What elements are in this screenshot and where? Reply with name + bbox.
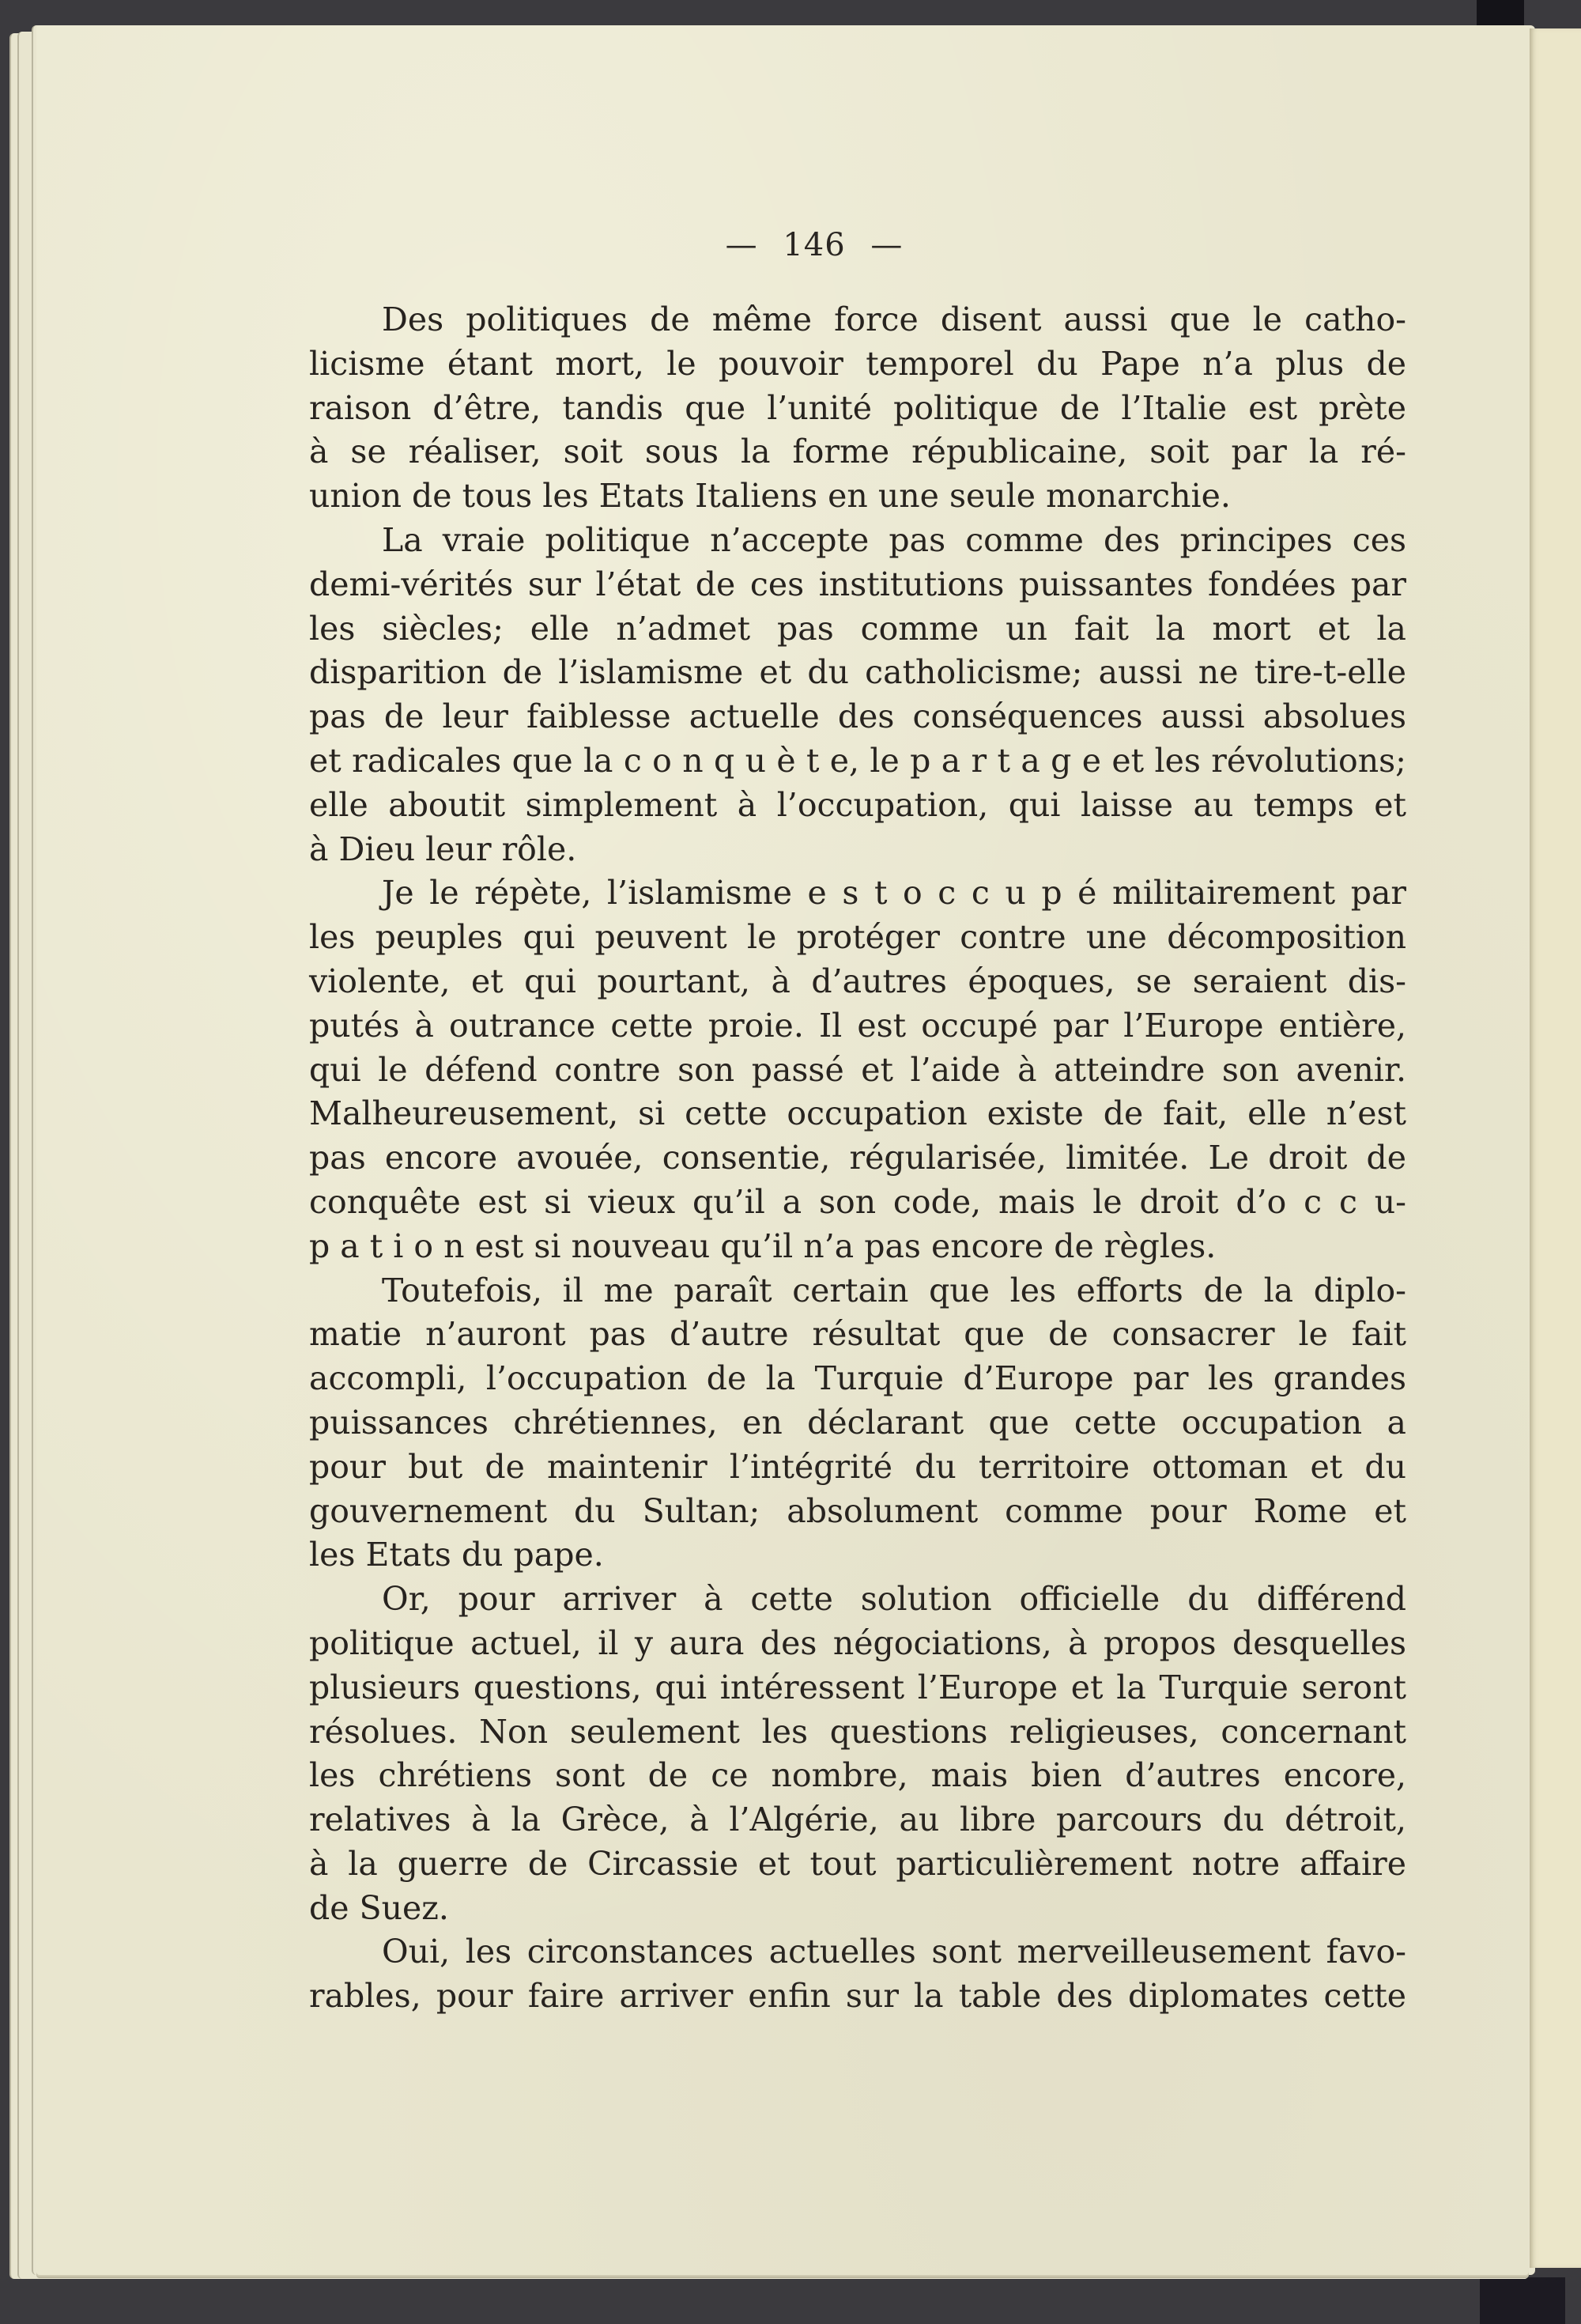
text-line: à Dieu leur rôle. — [309, 829, 577, 868]
text-line: conquête est si vieux qu’il a son code, mais le droit d’o c c u- — [309, 1182, 1406, 1221]
text-line: pas encore avouée, consentie, régularisée, limitée. Le droit de — [309, 1139, 1406, 1177]
scanner-clip-top — [1477, 0, 1524, 28]
text-line: à la guerre de Circassie et tout particulièrement notre affaire — [309, 1844, 1406, 1883]
text-line: puissances chrétiennes, en déclarant que cette occupation a — [309, 1403, 1406, 1442]
text-line: résolues. Non seulement les questions religieuses, concernant — [309, 1712, 1406, 1751]
text-line: union de tous les Etats Italiens en une seule monarchie. — [309, 477, 1231, 516]
text-line: disparition de l’islamisme et du catholicisme; aussi ne tire-t-elle — [309, 653, 1406, 692]
text-line: les siècles; elle n’admet pas comme un fait la mort et la — [309, 609, 1406, 648]
text-line: Malheureusement, si cette occupation existe de fait, elle n’est — [309, 1094, 1406, 1133]
page-number: — 146 — — [725, 227, 904, 263]
text-line: relatives à la Grèce, à l’Algérie, au libre parcours du détroit, — [309, 1801, 1406, 1839]
text-line: pour but de maintenir l’intégrité du territoire ottoman et du — [309, 1447, 1406, 1486]
text-line: Oui, les circonstances actuelles sont merveilleusement favo- — [382, 1933, 1406, 1971]
text-line: matie n’auront pas d’autre résultat que de consacrer le fait — [309, 1315, 1406, 1354]
facing-page-edge — [1530, 28, 1581, 2268]
text-line: et radicales que la c o n q u è t e, le p a r t a g e et les révolutions; — [309, 741, 1406, 780]
text-line: raison d’être, tandis que l’unité politique de l’Italie est prète — [309, 388, 1406, 427]
text-line: licisme étant mort, le pouvoir temporel du Pape n’a plus de — [309, 344, 1406, 383]
scanner-clip-bottom — [1480, 2277, 1565, 2324]
text-line: Or, pour arriver à cette solution officielle du différend — [382, 1580, 1406, 1619]
book-page — [36, 25, 1529, 2275]
text-line: à se réaliser, soit sous la forme républicaine, soit par la ré- — [309, 433, 1406, 471]
text-line: qui le défend contre son passé et l’aide à atteindre son avenir. — [309, 1050, 1406, 1089]
text-line: les chrétiens sont de ce nombre, mais bien d’autres encore, — [309, 1756, 1406, 1795]
body-text — [309, 298, 1406, 2019]
text-line: Des politiques de même force disent aussi que le catho- — [382, 300, 1406, 338]
text-line: pas de leur faiblesse actuelle des conséquences aussi absolues — [309, 697, 1406, 736]
text-line: gouvernement du Sultan; absolument comme pour Rome et — [309, 1491, 1406, 1530]
text-line: les Etats du pape. — [309, 1536, 604, 1574]
text-line: rables, pour faire arriver enfin sur la table des diplomates cette — [309, 1977, 1406, 2016]
text-line: Toutefois, il me paraît certain que les efforts de la diplo- — [382, 1271, 1406, 1309]
text-line: de Suez. — [309, 1888, 449, 1927]
text-line: Je le répète, l’islamisme e s t o c c u p é militairement par — [382, 874, 1406, 913]
text-line: les peuples qui peuvent le protéger contre une décomposition — [309, 918, 1406, 957]
text-line: plusieurs questions, qui intéressent l’Europe et la Turquie seront — [309, 1668, 1406, 1706]
text-line: politique actuel, il y aura des négociations, à propos desquelles — [309, 1623, 1406, 1662]
text-line: violente, et qui pourtant, à d’autres époques, se seraient dis- — [309, 962, 1406, 1000]
text-line: elle aboutit simplement à l’occupation, qui laisse au temps et — [309, 785, 1406, 824]
text-line: demi-vérités sur l’état de ces institutions puissantes fondées par — [309, 565, 1406, 603]
text-line: accompli, l’occupation de la Turquie d’Europe par les grandes — [309, 1359, 1406, 1398]
text-line: putés à outrance cette proie. Il est occupé par l’Europe entière, — [309, 1006, 1406, 1045]
text-line: p a t i o n est si nouveau qu’il n’a pas encore de règles. — [309, 1226, 1217, 1265]
text-line: La vraie politique n’accepte pas comme des principes ces — [382, 520, 1406, 559]
